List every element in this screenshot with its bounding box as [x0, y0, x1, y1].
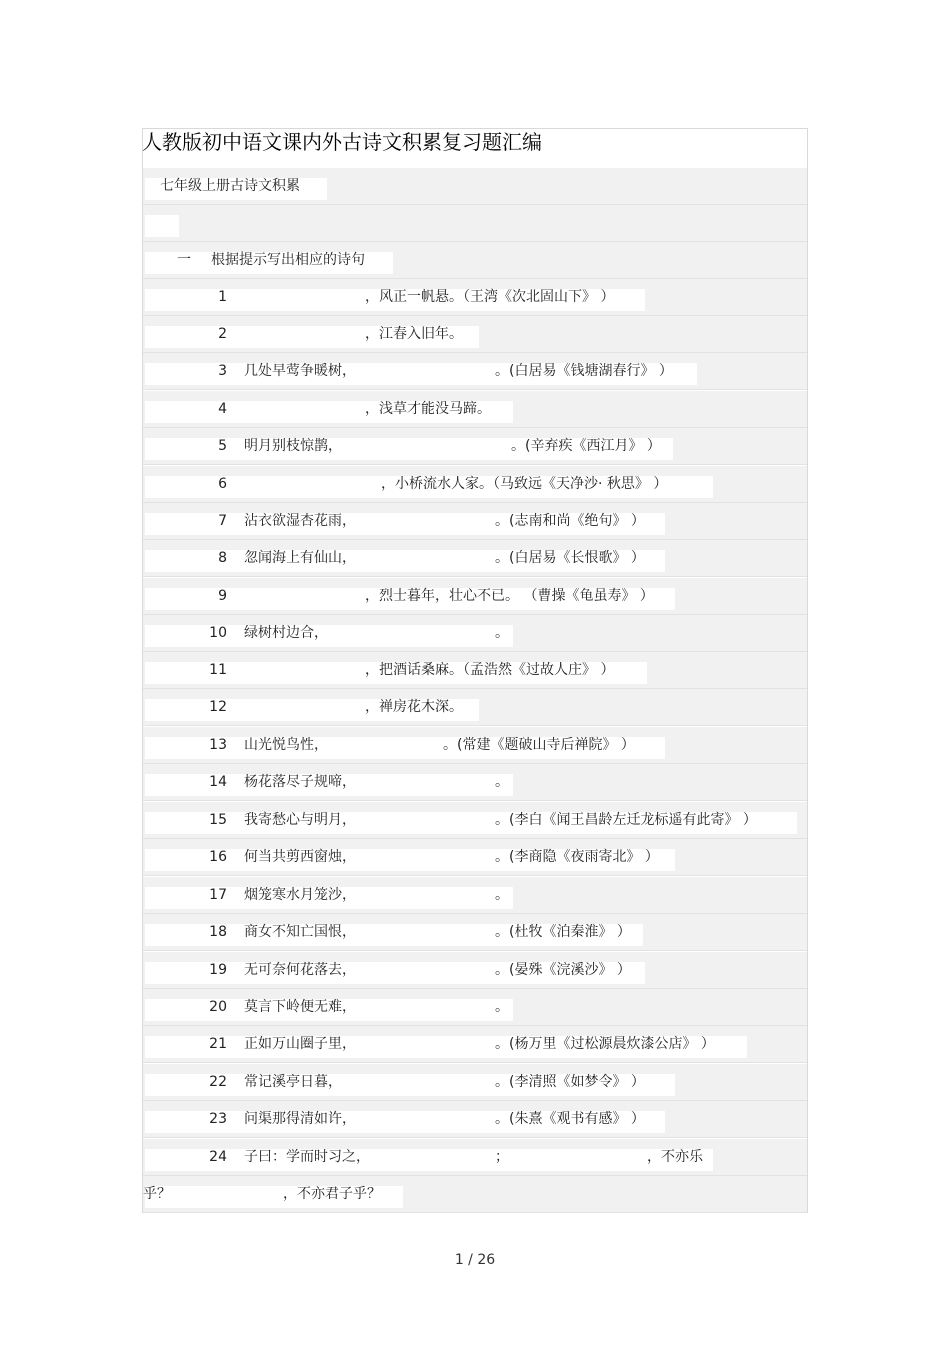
part-row — [143, 242, 807, 279]
item-number: 4 — [218, 401, 227, 417]
page-number: 1 / 26 — [454, 1252, 496, 1268]
item-continuation-2: ，不亦乐 — [647, 1149, 703, 1165]
item-prompt: 何当共剪西窗烛， — [244, 849, 356, 865]
item-number: 7 — [218, 513, 227, 529]
list-item — [143, 1101, 807, 1138]
item-prompt: 明月别枝惊鹊， — [244, 438, 342, 454]
item-number: 11 — [209, 662, 227, 678]
item-prompt: 商女不知亡国恨， — [244, 924, 356, 940]
item-number: 22 — [209, 1074, 227, 1090]
item-continuation: 。 — [495, 774, 509, 790]
list-item — [143, 1026, 807, 1063]
item-continuation: 。(白居易《钱塘湖春行》 ） — [495, 363, 673, 379]
item-prompt: 烟笼寒水月笼沙， — [244, 887, 356, 903]
list-item — [143, 391, 807, 428]
item-number: 20 — [209, 999, 227, 1015]
list-item — [143, 914, 807, 951]
continuation-post: ，不亦君子乎？ — [283, 1186, 381, 1202]
item-continuation: ，江春入旧年。 — [365, 326, 463, 342]
item-prompt: 沾衣欲湿杏花雨， — [244, 513, 356, 529]
item-continuation: ，浅草才能没马蹄。 — [365, 401, 491, 417]
list-item — [143, 466, 807, 503]
item-number: 23 — [209, 1111, 227, 1127]
item-prompt: 正如万山圈子里， — [244, 1036, 356, 1052]
item-number: 9 — [218, 588, 227, 604]
item-number: 16 — [209, 849, 227, 865]
item-number: 18 — [209, 924, 227, 940]
item-prompt: 我寄愁心与明月， — [244, 812, 356, 828]
item-continuation: 。(杜牧《泊秦淮》 ） — [495, 924, 631, 940]
item-number: 14 — [209, 774, 227, 790]
item-continuation: ； — [495, 1149, 509, 1165]
item-prompt: 几处早莺争暖树， — [244, 363, 356, 379]
item-number: 3 — [218, 363, 227, 379]
item-number: 19 — [209, 962, 227, 978]
item-continuation: 。(杨万里《过松源晨炊漆公店》 ） — [495, 1036, 715, 1052]
section-heading: 七年级上册古诗文积累 — [160, 178, 300, 194]
item-continuation: 。(志南和尚《绝句》 ） — [495, 513, 645, 529]
list-item — [143, 540, 807, 577]
item-continuation: 。(朱熹《观书有感》 ） — [495, 1111, 645, 1127]
list-item — [143, 353, 807, 390]
list-item — [143, 316, 807, 353]
item-prompt: 忽闻海上有仙山， — [244, 550, 356, 566]
item-continuation: 。(李清照《如梦令》 ） — [495, 1074, 645, 1090]
item-continuation: 。(白居易《长恨歌》 ） — [495, 550, 645, 566]
item-continuation: 。(晏殊《浣溪沙》 ） — [495, 962, 631, 978]
item-prompt: 山光悦鸟性， — [244, 737, 328, 753]
list-item — [143, 503, 807, 540]
list-item — [143, 802, 807, 839]
list-item — [143, 764, 807, 801]
item-number: 12 — [209, 699, 227, 715]
item-continuation: 。 — [495, 625, 509, 641]
list-item — [143, 279, 807, 316]
list-item — [143, 578, 807, 615]
list-item — [143, 689, 807, 726]
item-number: 2 — [218, 326, 227, 342]
item-continuation: 。(常建《题破山寺后禅院》 ） — [443, 737, 635, 753]
item-continuation: ，风正一帆悬。（王湾《次北固山下》 ） — [365, 289, 615, 305]
item-prompt: 问渠那得清如许， — [244, 1111, 356, 1127]
item-continuation: ，小桥流水人家。（马致远《天净沙· 秋思》 ） — [381, 476, 668, 492]
list-item — [143, 1139, 807, 1176]
item-number: 24 — [209, 1149, 227, 1165]
item-number: 17 — [209, 887, 227, 903]
section-row — [143, 168, 807, 205]
item-continuation: ，把酒话桑麻。（孟浩然《过故人庄》 ） — [365, 662, 615, 678]
item-number: 8 — [218, 550, 227, 566]
list-item — [143, 615, 807, 652]
item-number: 21 — [209, 1036, 227, 1052]
item-prompt: 常记溪亭日暮， — [244, 1074, 342, 1090]
list-item — [143, 428, 807, 465]
list-item — [143, 652, 807, 689]
blank-row — [143, 205, 807, 242]
item-prompt: 绿树村边合， — [244, 625, 328, 641]
item-prompt: 无可奈何花落去， — [244, 962, 356, 978]
item-continuation: 。(辛弃疾《西江月》 ） — [511, 438, 661, 454]
list-item — [143, 727, 807, 764]
item-number: 5 — [218, 438, 227, 454]
item-continuation: 。(李白《闻王昌龄左迁龙标遥有此寄》 ） — [495, 812, 757, 828]
list-item — [143, 952, 807, 989]
list-item — [143, 989, 807, 1026]
item-number: 1 — [218, 289, 227, 305]
item-prompt: 莫言下岭便无难， — [244, 999, 356, 1015]
list-item — [143, 877, 807, 914]
continuation-pre: 乎？ — [143, 1186, 171, 1202]
item-prompt: 杨花落尽子规啼， — [244, 774, 356, 790]
item-prompt: 子曰：学而时习之， — [244, 1149, 370, 1165]
item-number: 15 — [209, 812, 227, 828]
item-number: 13 — [209, 737, 227, 753]
list-item — [143, 1064, 807, 1101]
item-continuation: 。 — [495, 887, 509, 903]
page-title: 人教版初中语文课内外古诗文积累复习题汇编 — [142, 130, 542, 154]
item-continuation: 。(李商隐《夜雨寄北》 ） — [495, 849, 659, 865]
item-number: 10 — [209, 625, 227, 641]
item-number: 6 — [218, 476, 227, 492]
part-label: 根据提示写出相应的诗句 — [211, 252, 365, 268]
item-continuation: ，禅房花木深。 — [365, 699, 463, 715]
part-number: 一 — [177, 252, 191, 268]
item-continuation: ，烈士暮年，壮心不已。 （曹操《龟虽寿》 ） — [365, 588, 654, 604]
item-continuation: 。 — [495, 999, 509, 1015]
list-item — [143, 839, 807, 876]
list-item-continuation — [143, 1176, 807, 1213]
